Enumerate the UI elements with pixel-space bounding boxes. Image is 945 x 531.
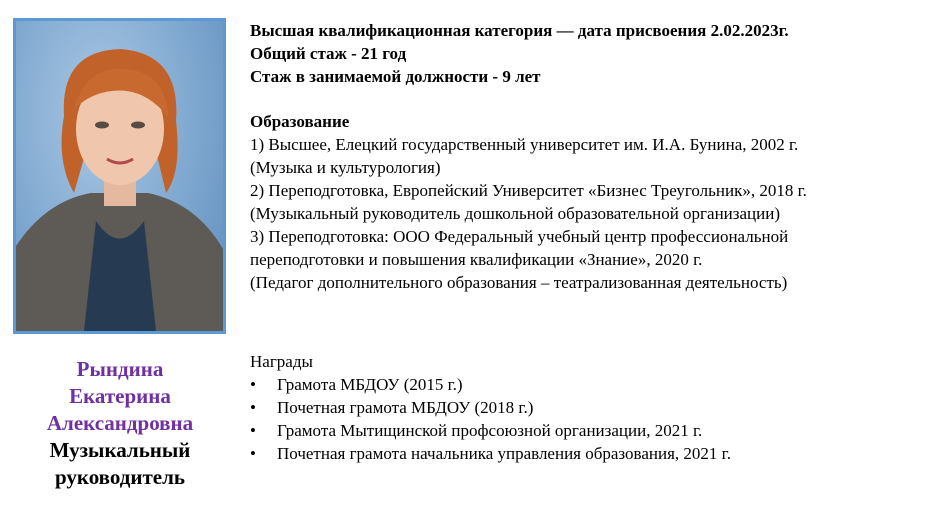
award-item: [250, 419, 940, 442]
profile-photo: [13, 18, 226, 334]
person-portrait-icon: [16, 21, 223, 331]
award-text: Грамота Мытищинской профсоюзной организации, 2021 г.: [277, 421, 703, 440]
education-line: 2) Переподготовка, Европейский Университет «Бизнес Треугольник», 2018 г.: [250, 181, 807, 200]
awards-section: [250, 350, 940, 465]
person-patronymic: Александровна: [46, 411, 194, 435]
bullet: •: [250, 375, 256, 394]
award-item: [250, 442, 940, 465]
person-position-line-1: Музыкальный: [49, 438, 191, 462]
bullet: •: [250, 421, 256, 440]
education-line: (Музыкальный руководитель дошкольной образовательной организации): [250, 204, 780, 223]
education-line: 3) Переподготовка: ООО Федеральный учебный центр профессиональной: [250, 227, 789, 246]
person-first-name: Екатерина: [69, 384, 171, 408]
bullet: •: [250, 444, 256, 463]
info-section: [250, 19, 940, 294]
education-heading: Образование: [250, 112, 350, 131]
award-text: Почетная грамота МБДОУ (2018 г.): [277, 398, 534, 417]
bullet: •: [250, 398, 256, 417]
total-experience: Общий стаж - 21 год: [250, 44, 407, 63]
education-line: (Педагог дополнительного образования – театрализованная деятельность): [250, 273, 788, 292]
position-experience: Стаж в занимаемой должности - 9 лет: [250, 67, 541, 86]
award-text: Грамота МБДОУ (2015 г.): [277, 375, 463, 394]
person-last-name: Рындина: [76, 357, 164, 381]
awards-heading: Награды: [250, 352, 313, 371]
award-item: [250, 373, 940, 396]
education-line: переподготовки и повышения квалификации «Знание», 2020 г.: [250, 250, 703, 269]
education-line: 1) Высшее, Елецкий государственный университет им. И.А. Бунина, 2002 г.: [250, 135, 799, 154]
qualification-category: Высшая квалификационная категория — дата присвоения 2.02.2023г.: [250, 21, 789, 40]
education-line: (Музыка и культурология): [250, 158, 441, 177]
person-name-block: [10, 356, 230, 491]
person-position-line-2: руководитель: [54, 465, 186, 489]
award-item: [250, 396, 940, 419]
award-text: Почетная грамота начальника управления образования, 2021 г.: [277, 444, 731, 463]
